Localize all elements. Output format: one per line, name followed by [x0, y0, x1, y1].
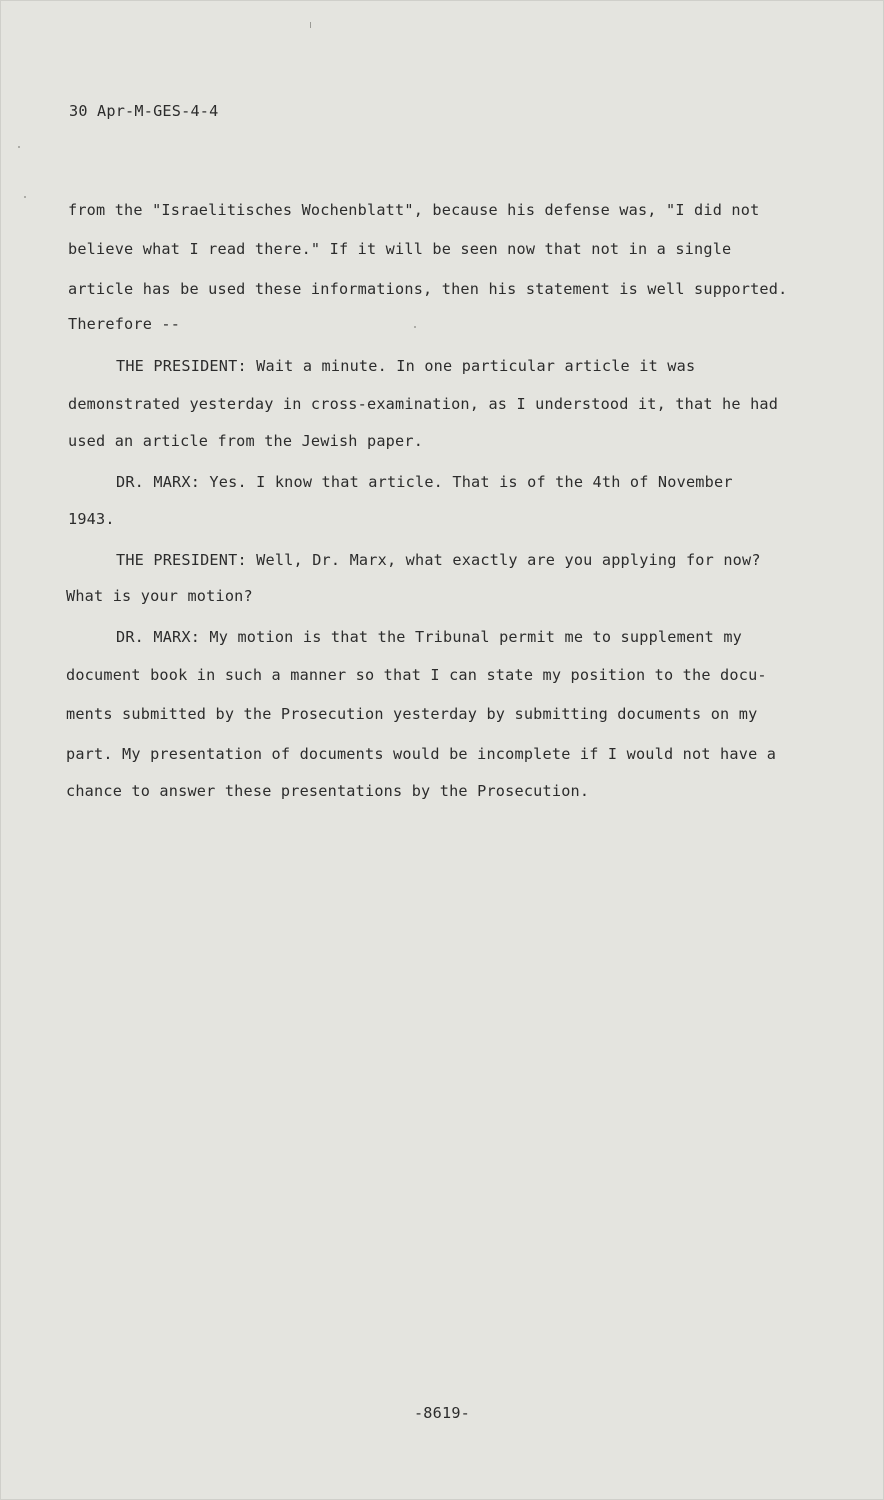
- text-line-12: DR. MARX: My motion is that the Tribunal permit me to supplement my: [116, 628, 743, 646]
- text-line-8: DR. MARX: Yes. I know that article. That is of the 4th of November: [116, 473, 733, 491]
- text-line-6: demonstrated yesterday in cross-examination, as I understood it, that he had: [68, 395, 779, 413]
- text-line-4: Therefore --: [68, 315, 181, 333]
- text-line-3: article has be used these informations, then his statement is well supported.: [68, 280, 788, 298]
- text-line-16: chance to answer these presentations by the Prosecution.: [66, 782, 590, 800]
- paper-speck: [414, 326, 416, 328]
- paper-speck: [310, 22, 311, 28]
- paper-speck: [24, 196, 26, 198]
- text-line-2: believe what I read there." If it will be seen now that not in a single: [68, 240, 732, 258]
- text-line-15: part. My presentation of documents would be incomplete if I would not have a: [66, 745, 777, 763]
- paper-speck: [18, 146, 20, 148]
- document-header-code: 30 Apr-M-GES-4-4: [69, 102, 219, 120]
- text-line-11: What is your motion?: [66, 587, 253, 605]
- text-line-13: document book in such a manner so that I can state my position to the docu-: [66, 666, 767, 684]
- text-line-5: THE PRESIDENT: Wait a minute. In one particular article it was: [116, 357, 696, 375]
- text-line-10: THE PRESIDENT: Well, Dr. Marx, what exactly are you applying for now?: [116, 551, 761, 569]
- text-line-9: 1943.: [68, 510, 115, 528]
- text-line-1: from the "Israelitisches Wochenblatt", because his defense was, "I did not: [68, 201, 760, 219]
- text-line-14: ments submitted by the Prosecution yesterday by submitting documents on my: [66, 705, 758, 723]
- page-number: -8619-: [413, 1404, 471, 1422]
- text-line-7: used an article from the Jewish paper.: [68, 432, 424, 450]
